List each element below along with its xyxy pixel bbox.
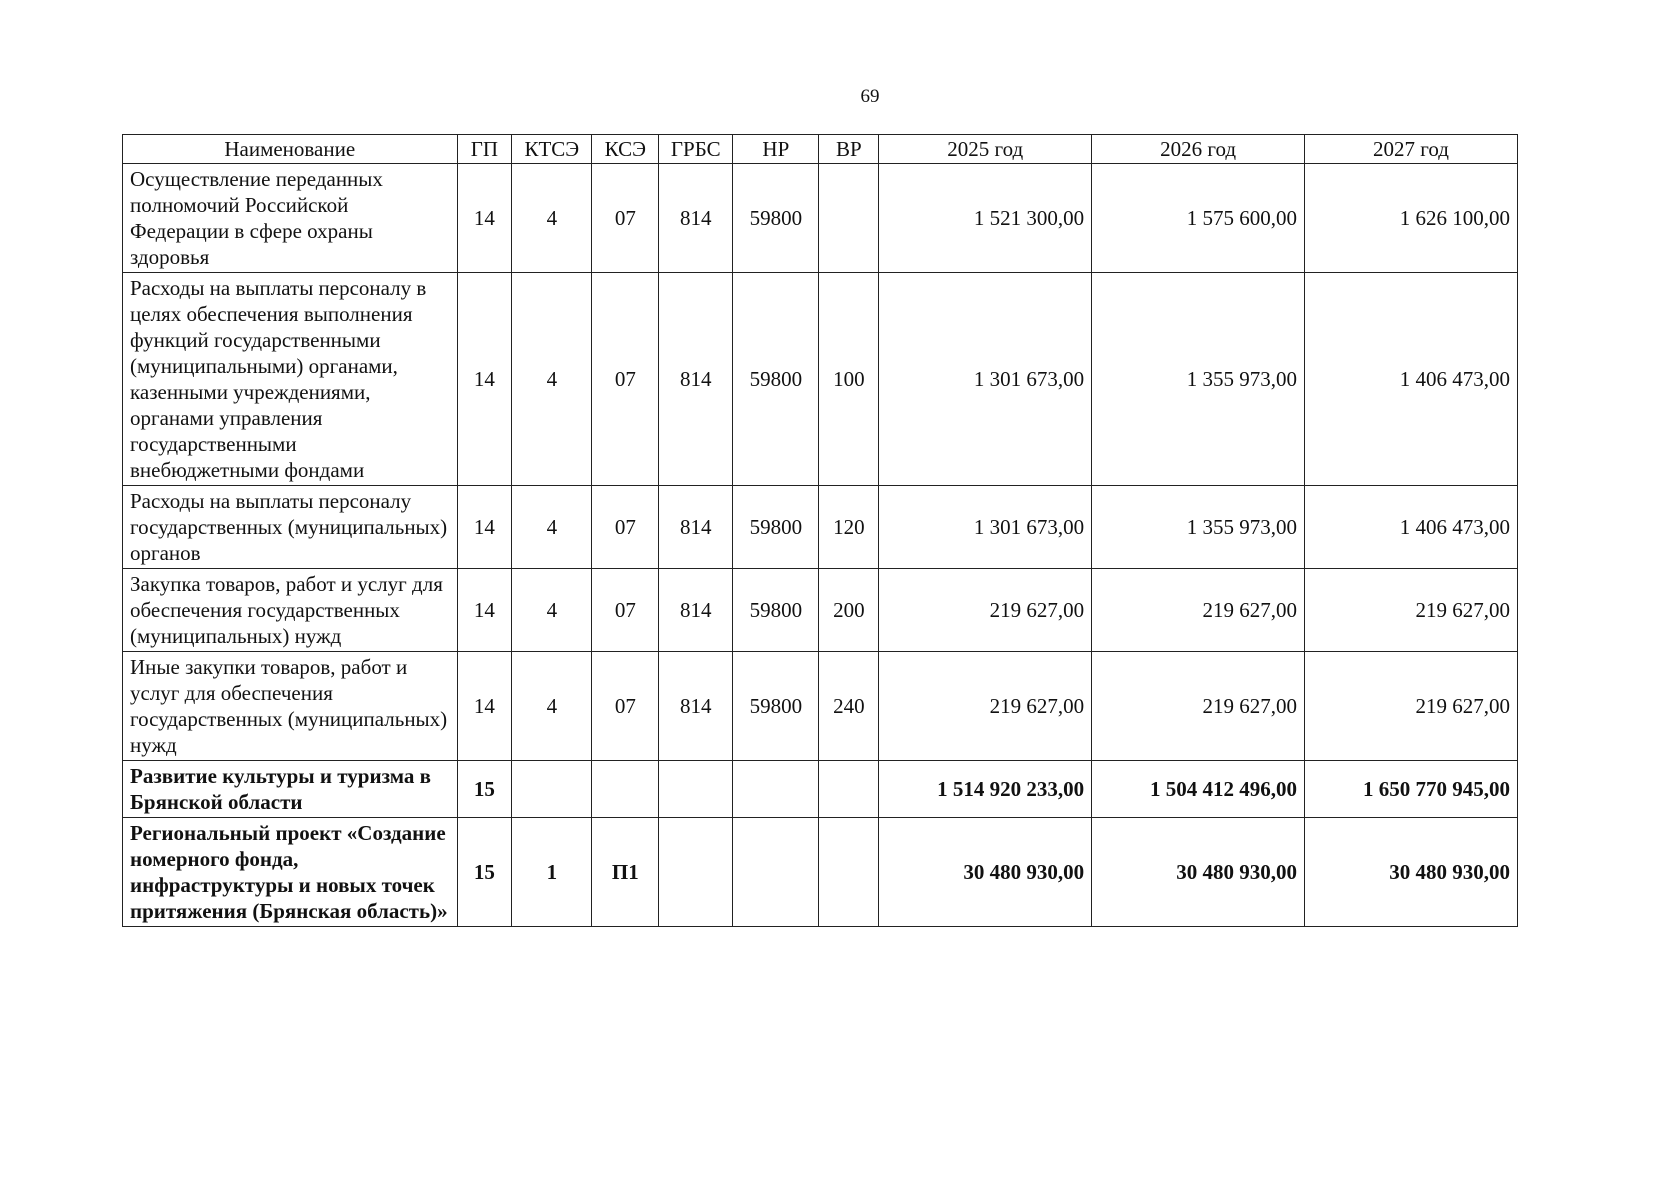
table-row [123,486,1518,569]
cell-name: Развитие культуры и туризма в Брянской области [123,761,458,818]
header-row [123,135,1518,164]
cell-2025: 219 627,00 [879,569,1092,652]
cell-2027: 1 626 100,00 [1305,164,1518,273]
cell-2026: 1 355 973,00 [1092,273,1305,486]
cell-kse: 07 [592,486,659,569]
cell-vr: 100 [819,273,879,486]
table-row [123,164,1518,273]
cell-nr: 59800 [733,652,819,761]
cell-gp: 15 [457,818,512,927]
table-row [123,273,1518,486]
cell-name: Иные закупки товаров, работ и услуг для обеспечения государственных (муниципальных) нужд [123,652,458,761]
cell-grbs [659,818,733,927]
cell-2027: 1 406 473,00 [1305,273,1518,486]
cell-2025: 30 480 930,00 [879,818,1092,927]
cell-gp: 14 [457,486,512,569]
cell-nr: 59800 [733,486,819,569]
cell-kse: 07 [592,164,659,273]
header-nr: НР [733,135,819,164]
header-2026: 2026 год [1092,135,1305,164]
header-name: Наименование [123,135,458,164]
cell-grbs: 814 [659,569,733,652]
table-row [123,761,1518,818]
cell-name: Закупка товаров, работ и услуг для обеспечения государственных (муниципальных) нужд [123,569,458,652]
cell-2026: 1 504 412 496,00 [1092,761,1305,818]
cell-nr: 59800 [733,569,819,652]
cell-ktse: 4 [512,486,592,569]
cell-2026: 219 627,00 [1092,569,1305,652]
cell-2026: 1 575 600,00 [1092,164,1305,273]
header-2025: 2025 год [879,135,1092,164]
cell-gp: 15 [457,761,512,818]
header-2027: 2027 год [1305,135,1518,164]
cell-vr [819,164,879,273]
table-row [123,569,1518,652]
cell-grbs: 814 [659,273,733,486]
header-grbs: ГРБС [659,135,733,164]
cell-2027: 1 650 770 945,00 [1305,761,1518,818]
cell-name: Расходы на выплаты персоналу в целях обеспечения выполнения функций государственными (муниципальными) органами, казенными учреждениями, органами управления государственными внебюджетными фондами [123,273,458,486]
cell-kse: П1 [592,818,659,927]
cell-2026: 219 627,00 [1092,652,1305,761]
cell-2026: 30 480 930,00 [1092,818,1305,927]
cell-2025: 1 521 300,00 [879,164,1092,273]
cell-ktse: 4 [512,273,592,486]
cell-gp: 14 [457,273,512,486]
cell-ktse [512,761,592,818]
table-row [123,652,1518,761]
cell-grbs [659,761,733,818]
cell-2025: 1 301 673,00 [879,273,1092,486]
cell-ktse: 4 [512,652,592,761]
cell-kse [592,761,659,818]
cell-gp: 14 [457,652,512,761]
cell-vr: 200 [819,569,879,652]
cell-gp: 14 [457,164,512,273]
cell-gp: 14 [457,569,512,652]
cell-name: Региональный проект «Создание номерного фонда, инфраструктуры и новых точек притяжения (Брянская область)» [123,818,458,927]
cell-name: Расходы на выплаты персоналу государственных (муниципальных) органов [123,486,458,569]
cell-2027: 30 480 930,00 [1305,818,1518,927]
cell-2027: 219 627,00 [1305,652,1518,761]
cell-ktse: 1 [512,818,592,927]
cell-2025: 1 301 673,00 [879,486,1092,569]
cell-vr: 240 [819,652,879,761]
header-ktse: КТСЭ [512,135,592,164]
cell-name: Осуществление переданных полномочий Российской Федерации в сфере охраны здоровья [123,164,458,273]
header-vr: ВР [819,135,879,164]
cell-nr: 59800 [733,164,819,273]
cell-ktse: 4 [512,164,592,273]
cell-2026: 1 355 973,00 [1092,486,1305,569]
cell-kse: 07 [592,652,659,761]
budget-table [122,134,1518,927]
cell-nr [733,818,819,927]
cell-kse: 07 [592,273,659,486]
cell-2025: 219 627,00 [879,652,1092,761]
table-row [123,818,1518,927]
cell-kse: 07 [592,569,659,652]
cell-vr [819,761,879,818]
cell-grbs: 814 [659,486,733,569]
cell-nr: 59800 [733,273,819,486]
header-gp: ГП [457,135,512,164]
cell-2025: 1 514 920 233,00 [879,761,1092,818]
cell-nr [733,761,819,818]
cell-vr [819,818,879,927]
cell-2027: 219 627,00 [1305,569,1518,652]
cell-grbs: 814 [659,652,733,761]
cell-vr: 120 [819,486,879,569]
cell-2027: 1 406 473,00 [1305,486,1518,569]
cell-grbs: 814 [659,164,733,273]
header-kse: КСЭ [592,135,659,164]
cell-ktse: 4 [512,569,592,652]
page-number: 69 [860,86,880,107]
